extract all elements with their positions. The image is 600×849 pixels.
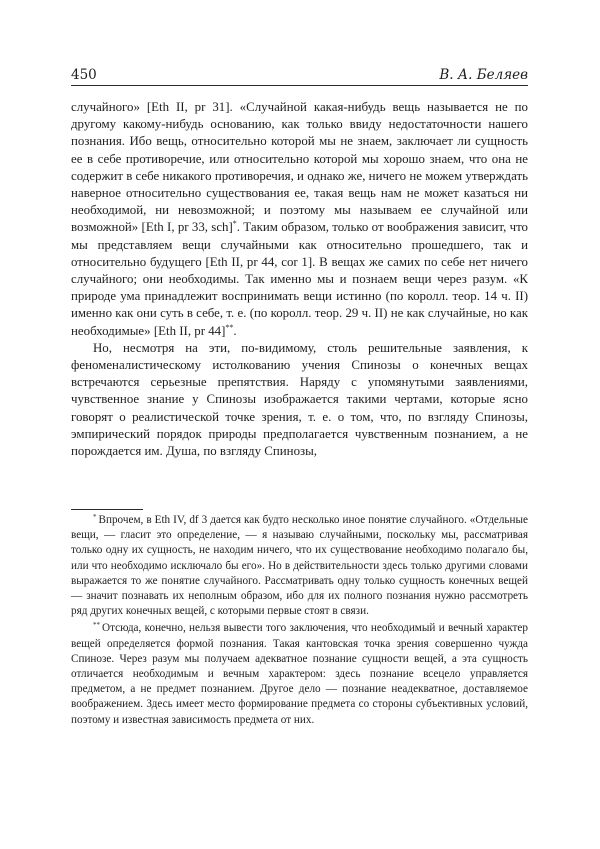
- footnote-2-mark: **: [93, 621, 100, 630]
- footnote-ref-1[interactable]: *: [232, 219, 237, 229]
- paragraph-1-part-a: случайного» [Eth II, pr 31]. «Случайной какая-нибудь вещь называется не по другому какому-нибудь основанию, как только ввиду недостаточности нашего познания. Ибо вещь, относительно которой мы не знаем, заключает ли сущность ее в себе противоречие, или относительно которой мы хорошо знаем, что она не содержит в себе никакого противоречия, и однако же, ничего не можем утверждать наверное относительно существования ее, такая вещь нам не может казаться ни необходимой, ни невозможной; и поэтому мы называем ее случайной или возможной» [Eth I, pr 33, sch]: [71, 100, 528, 235]
- footnote-2: [71, 621, 528, 727]
- page-number: 450: [71, 67, 97, 83]
- paragraph-1: [71, 99, 528, 340]
- footnote-1: [71, 513, 528, 619]
- footnote-1-text: Впрочем, в Eth IV, df 3 дается как будто несколько иное понятие случайного. «Отдельные вещи, — гласит это определение, — я называю случайными, поскольку мы, рассматривая только одну их сущность, не находим ничего, что их существование необходимо полагало бы, или что необходимо исключало бы его». Но в действительности здесь только другими словами выражается то же понятие случайного. Рассматривать одну только сущность конечных вещей — значит познавать их неполным образом, ибо для их полного познания нужно рассмотреть ряд других конечных вещей, с которыми первые стоят в связи.: [71, 514, 528, 618]
- footnotes: [71, 513, 528, 728]
- running-header: [71, 67, 528, 86]
- paragraph-1-part-b: . Таким образом, только от воображения зависит, что мы представляем вещи случайными как относительно прошедшего, так и относительно будущего [Eth II, pr 44, cor 1]. В вещах же самих по себе нет ничего случайного; они необходимы. Так именно мы и познаем вещи через разум. «К природе ума принадлежит воспринимать вещи истинно (по королл. теор. 14 ч. II) именно как они суть в себе, т. е. (по королл. теор. 29 ч. II) не как случайные, но как необходимые» [Eth II, pr 44]: [71, 220, 528, 338]
- footnote-separator: [71, 509, 143, 510]
- main-text: [71, 99, 528, 460]
- footnote-ref-2[interactable]: **: [225, 322, 234, 332]
- paragraph-2: Но, несмотря на эти, по-видимому, столь решительные заявления, к феноменалистическому истолкованию учения Спинозы о конечных вещах встречаются серьезные препятствия. Наряду с упомянутыми заявлениями, чувственное знание у Спинозы изображается такими чертами, которые ясно говорят о реалистической точке зрения, т. е. о том, что, по взгляду Спинозы, эмпирический порядок природы предполагается чувственным познанием, а не порождается им. Душа, по взгляду Спинозы,: [71, 340, 528, 459]
- footnote-2-text: Отсюда, конечно, нельзя вывести того заключения, что необходимый и вечный характер вещей определяется формой познания. Такая кантовская точка зрения совершенно чужда Спинозе. Через разум мы получаем адекватное познание сущности вещей, а эта сущность отличается необходимым и вечным характером: здесь познание всецело управляется предметом, а не предмет познанием. Другое дело — познание неадекватное, доставляемое воображением. Здесь имеет место формирование предмета со стороны субъективных условий, поэтому и известная зависимость предмета от них.: [71, 622, 528, 726]
- footnote-1-mark: *: [93, 513, 97, 521]
- running-head-author: В. А. Беляев: [439, 67, 528, 83]
- paragraph-1-part-c: .: [233, 323, 237, 338]
